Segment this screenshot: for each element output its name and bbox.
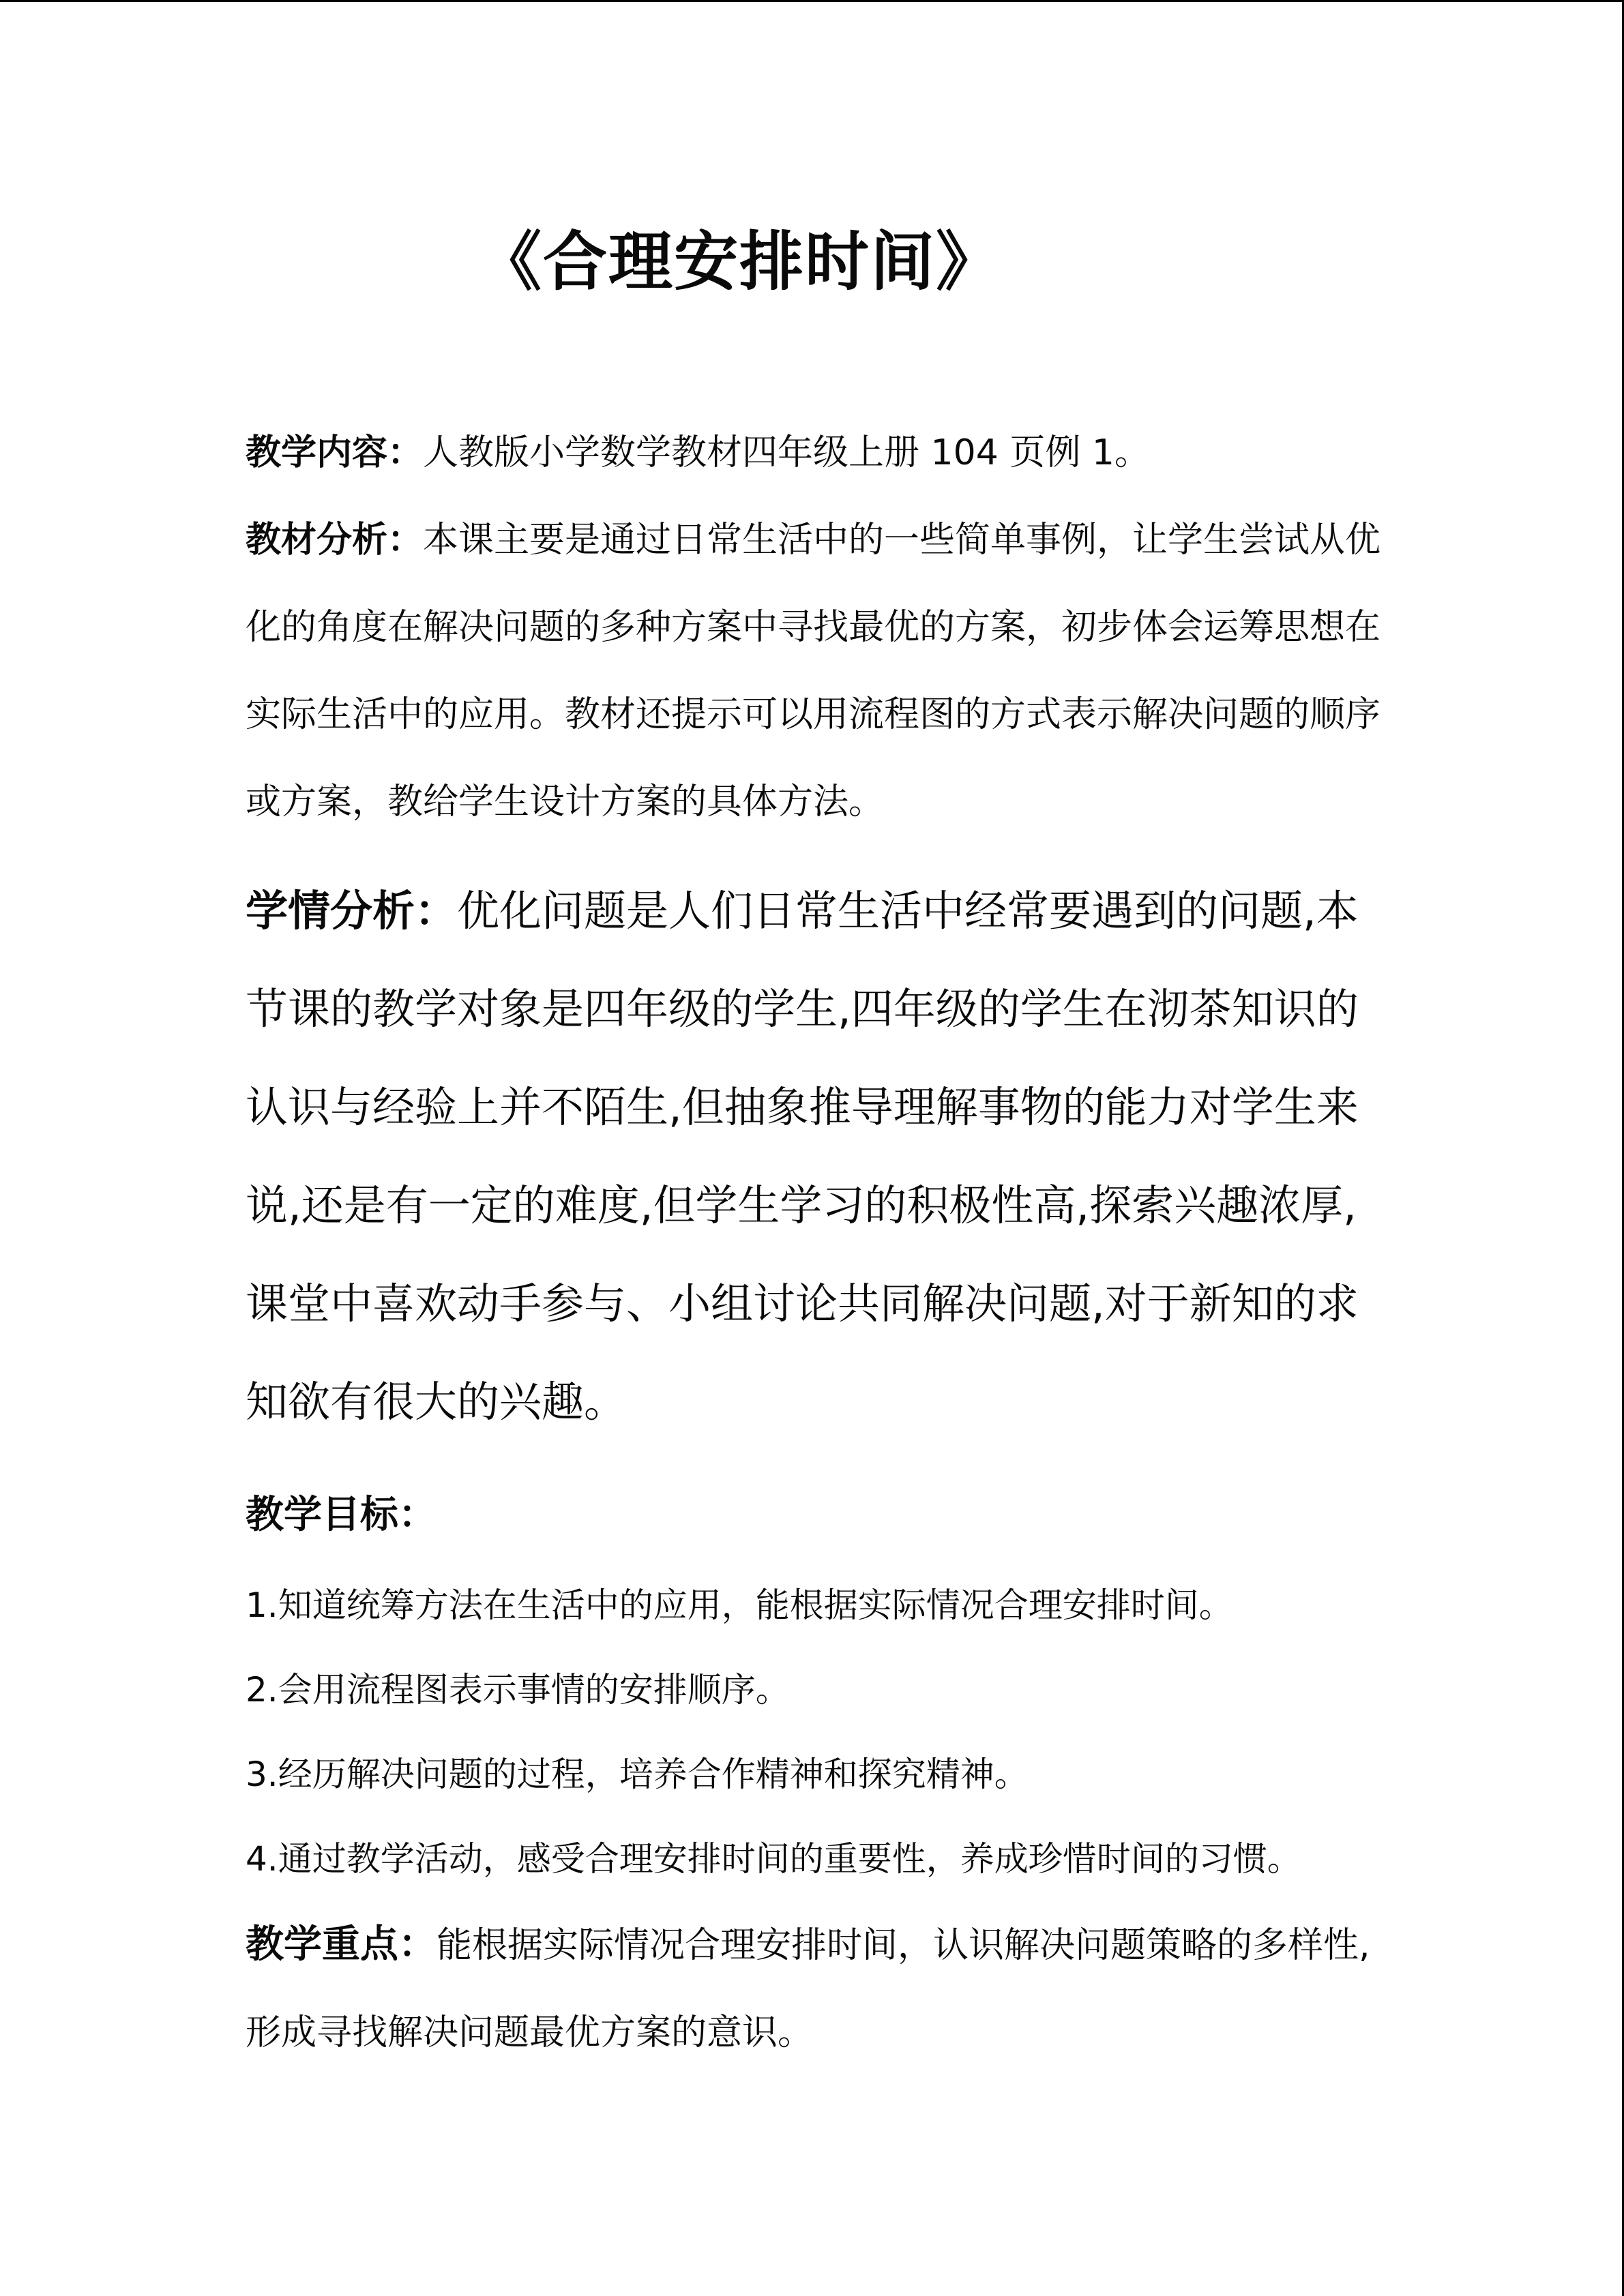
- section-label: 教学重点：: [246, 1922, 437, 1967]
- goal-item: 4.通过教学活动，感受合理安排时间的重要性，养成珍惜时间的习惯。: [246, 1839, 1301, 1879]
- section-teaching-goals: [246, 1467, 1391, 1563]
- section-label: 学情分析：: [246, 886, 458, 936]
- page-border-top: [0, 0, 1624, 2]
- section-teaching-keypoint: [246, 1901, 1391, 2076]
- goal-item: 2.会用流程图表示事情的安排顺序。: [246, 1670, 790, 1710]
- document-title: 《合理安排时间》: [477, 225, 1002, 299]
- section-text: 优化问题是人们日常生活中经常要遇到的问题,本节课的教学对象是四年级的学生,四年级的学生在沏茶知识的认识与经验上并不陌生,但抽象推导理解事物的能力对学生来说,还是有一定的难度,但学生学习的积极性高,探索兴趣浓厚,课堂中喜欢动手参与、小组讨论共同解决问题,对于新知的求知欲有很大的兴趣。: [246, 886, 1359, 1427]
- section-label: 教学目标：: [246, 1493, 437, 1537]
- section-material-analysis: [246, 496, 1391, 846]
- document-body: [246, 409, 1391, 2076]
- section-label: 教学内容：: [246, 432, 424, 473]
- section-text: 能根据实际情况合理安排时间，认识解决问题策略的多样性,形成寻找解决问题最优方案的意识。: [246, 1925, 1370, 2053]
- section-teaching-content: [246, 409, 1391, 496]
- section-text: 人教版小学数学教材四年级上册 104 页例 1。: [423, 432, 1150, 473]
- section-label: 教材分析：: [246, 520, 424, 561]
- goal-item: 3.经历解决问题的过程，培养合作精神和探究精神。: [246, 1755, 1029, 1794]
- goal-item: 1.知道统筹方法在生活中的应用，能根据实际情况合理安排时间。: [246, 1585, 1233, 1625]
- section-text: 本课主要是通过日常生活中的一些简单事例，让学生尝试从优化的角度在解决问题的多种方案中寻找最优的方案，初步体会运筹思想在实际生活中的应用。教材还提示可以用流程图的方式表示解决问题的顺序或方案，教给学生设计方案的具体方法。: [246, 520, 1381, 822]
- section-student-analysis: [246, 862, 1391, 1451]
